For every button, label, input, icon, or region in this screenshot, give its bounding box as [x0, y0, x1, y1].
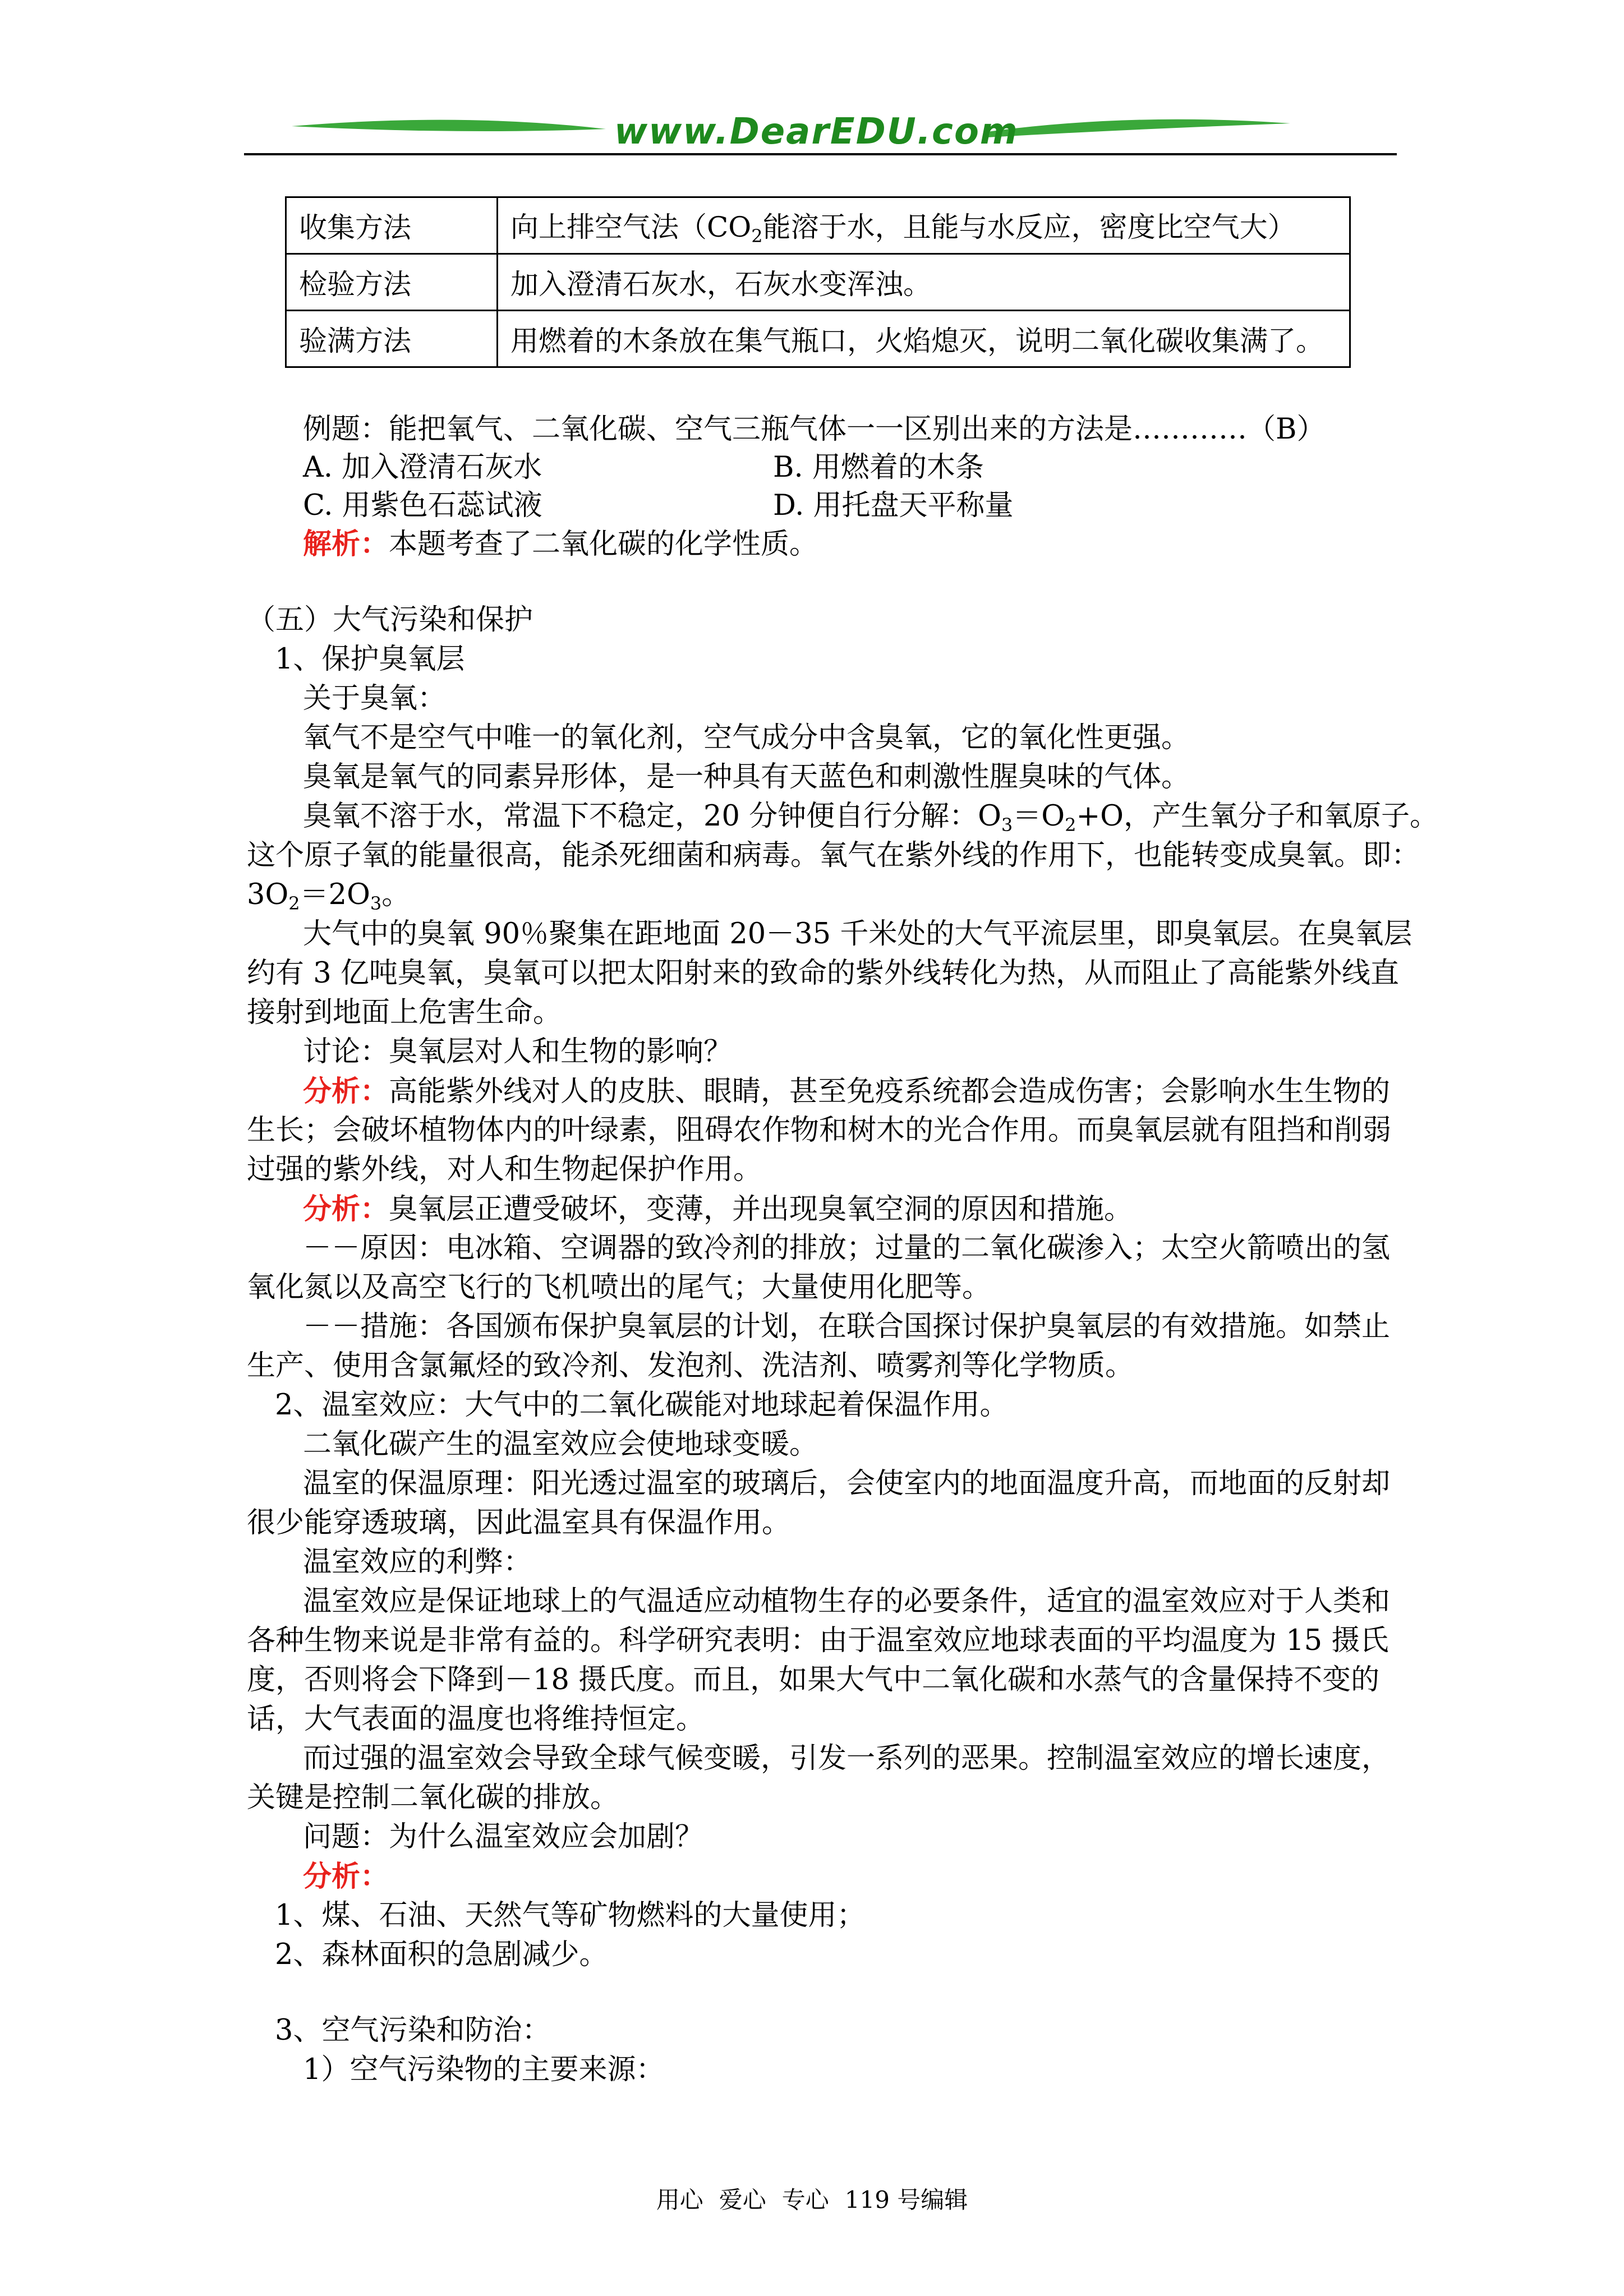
table-cell-key: 验满方法	[286, 311, 498, 367]
option-a: A. 加入澄清石灰水	[303, 451, 542, 484]
page-footer: 用心 爱心 专心 119 号编辑	[656, 2186, 968, 2214]
paragraph: 臭氧不溶于水，常温下不稳定，20 分钟便自行分解：$O_3=O_2+O$，产生氧分子和氧原子。	[303, 800, 1438, 836]
list-item: 2、森林面积的急剧减少。	[275, 1938, 608, 1971]
paragraph: $3O_2=2O_3$。	[247, 878, 411, 914]
subsection-heading: 3、空气污染和防治：	[275, 2014, 551, 2047]
paragraph: 关于臭氧：	[303, 682, 447, 715]
paragraph: 各种生物来说是非常有益的。科学研究表明：由于温室效应地球表面的平均温度为 15 摄氏	[247, 1624, 1389, 1657]
analysis-label: 分析：	[303, 1860, 389, 1893]
option-c: C. 用紫色石蕊试液	[303, 489, 542, 522]
section-heading: （五）大气污染和保护	[247, 603, 533, 637]
table-row	[286, 197, 1350, 254]
table-cell-value: 加入澄清石灰水，石灰水变浑浊。	[498, 254, 1350, 311]
paragraph: 关键是控制二氧化碳的排放。	[247, 1781, 619, 1814]
paragraph: 约有 3 亿吨臭氧，臭氧可以把太阳射来的致命的紫外线转化为热，从而阻止了高能紫外线直	[247, 957, 1399, 990]
subsection-heading: 1、保护臭氧层	[275, 643, 465, 676]
paragraph: 温室效应是保证地球上的气温适应动植物生存的必要条件，适宜的温室效应对于人类和	[303, 1585, 1391, 1618]
paragraph: 接射到地面上危害生命。	[247, 996, 562, 1029]
paragraph: 臭氧是氧气的同素异形体，是一种具有天蓝色和刺激性腥臭味的气体。	[303, 760, 1190, 794]
paragraph: 生长；会破坏植物体内的叶绿素，阻碍农作物和树木的光合作用。而臭氧层就有阻挡和削弱	[247, 1114, 1392, 1147]
analysis: 解析：本题考查了二氧化碳的化学性质。	[303, 527, 818, 561]
example-question: 例题：能把氧气、二氧化碳、空气三瓶气体一一区别出来的方法是…………（B）	[303, 413, 1326, 446]
paragraph: 度，否则将会下降到－18 摄氏度。而且，如果大气中二氧化碳和水蒸气的含量保持不变的	[247, 1663, 1380, 1696]
paragraph: 而过强的温室效会导致全球气候变暖，引发一系列的恶果。控制温室效应的增长速度，	[303, 1742, 1391, 1775]
paragraph: 生产、使用含氯氟烃的致冷剂、发泡剂、洗洁剂、喷雾剂等化学物质。	[247, 1349, 1134, 1382]
paragraph: 温室效应的利弊：	[303, 1546, 532, 1579]
table-cell-value: 向上排空气法（$CO_2$能溶于水，且能与水反应，密度比空气大）	[498, 197, 1350, 254]
option-d: D. 用托盘天平称量	[773, 489, 1014, 522]
paragraph: 很少能穿透玻璃，因此温室具有保温作用。	[247, 1506, 791, 1539]
table-row	[286, 311, 1350, 367]
question: 问题：为什么温室效应会加剧？	[303, 1820, 704, 1854]
analysis: 分析：高能紫外线对人的皮肤、眼睛，甚至免疫系统都会造成伤害；会影响水生生物的	[303, 1075, 1391, 1108]
subsection-heading: 2、温室效应：大气中的二氧化碳能对地球起着保温作用。	[275, 1389, 1009, 1422]
paragraph: 温室的保温原理：阳光透过温室的玻璃后，会使室内的地面温度升高，而地面的反射却	[303, 1467, 1391, 1500]
paragraph: 氧化氮以及高空飞行的飞机喷出的尾气；大量使用化肥等。	[247, 1271, 991, 1304]
co2-property-table	[285, 196, 1351, 368]
table-row	[286, 254, 1350, 311]
option-b: B. 用燃着的木条	[773, 451, 984, 484]
paragraph: 氧气不是空气中唯一的氧化剂，空气成分中含臭氧，它的氧化性更强。	[303, 721, 1190, 754]
table-cell-key: 收集方法	[286, 197, 498, 254]
table-cell-key: 检验方法	[286, 254, 498, 311]
discussion: 讨论：臭氧层对人和生物的影响？	[303, 1035, 733, 1068]
paragraph: 1）空气污染物的主要来源：	[303, 2053, 665, 2086]
paragraph: 这个原子氧的能量很高，能杀死细菌和病毒。氧气在紫外线的作用下，也能转变成臭氧。即：	[247, 839, 1420, 872]
site-title: www.DearEDU.com	[614, 111, 1019, 153]
paragraph: 二氧化碳产生的温室效应会使地球变暖。	[303, 1428, 818, 1461]
list-item: 1、煤、石油、天然气等矿物燃料的大量使用；	[275, 1899, 866, 1932]
analysis: 分析：臭氧层正遭受破坏，变薄，并出现臭氧空洞的原因和措施。	[303, 1192, 1133, 1226]
paragraph: 大气中的臭氧 90％聚集在距地面 20－35 千米处的大气平流层里，即臭氧层。在臭氧层	[303, 918, 1413, 951]
paragraph: 话，大气表面的温度也将维持恒定。	[247, 1703, 705, 1736]
paragraph: －－原因：电冰箱、空调器的致冷剂的排放；过量的二氧化碳渗入；太空火箭喷出的氢	[303, 1232, 1391, 1265]
table-cell-value: 用燃着的木条放在集气瓶口，火焰熄灭，说明二氧化碳收集满了。	[498, 311, 1350, 367]
header-rule	[244, 153, 1397, 155]
paragraph: 过强的紫外线，对人和生物起保护作用。	[247, 1153, 762, 1186]
paragraph: －－措施：各国颁布保护臭氧层的计划，在联合国探讨保护臭氧层的有效措施。如禁止	[303, 1310, 1391, 1343]
